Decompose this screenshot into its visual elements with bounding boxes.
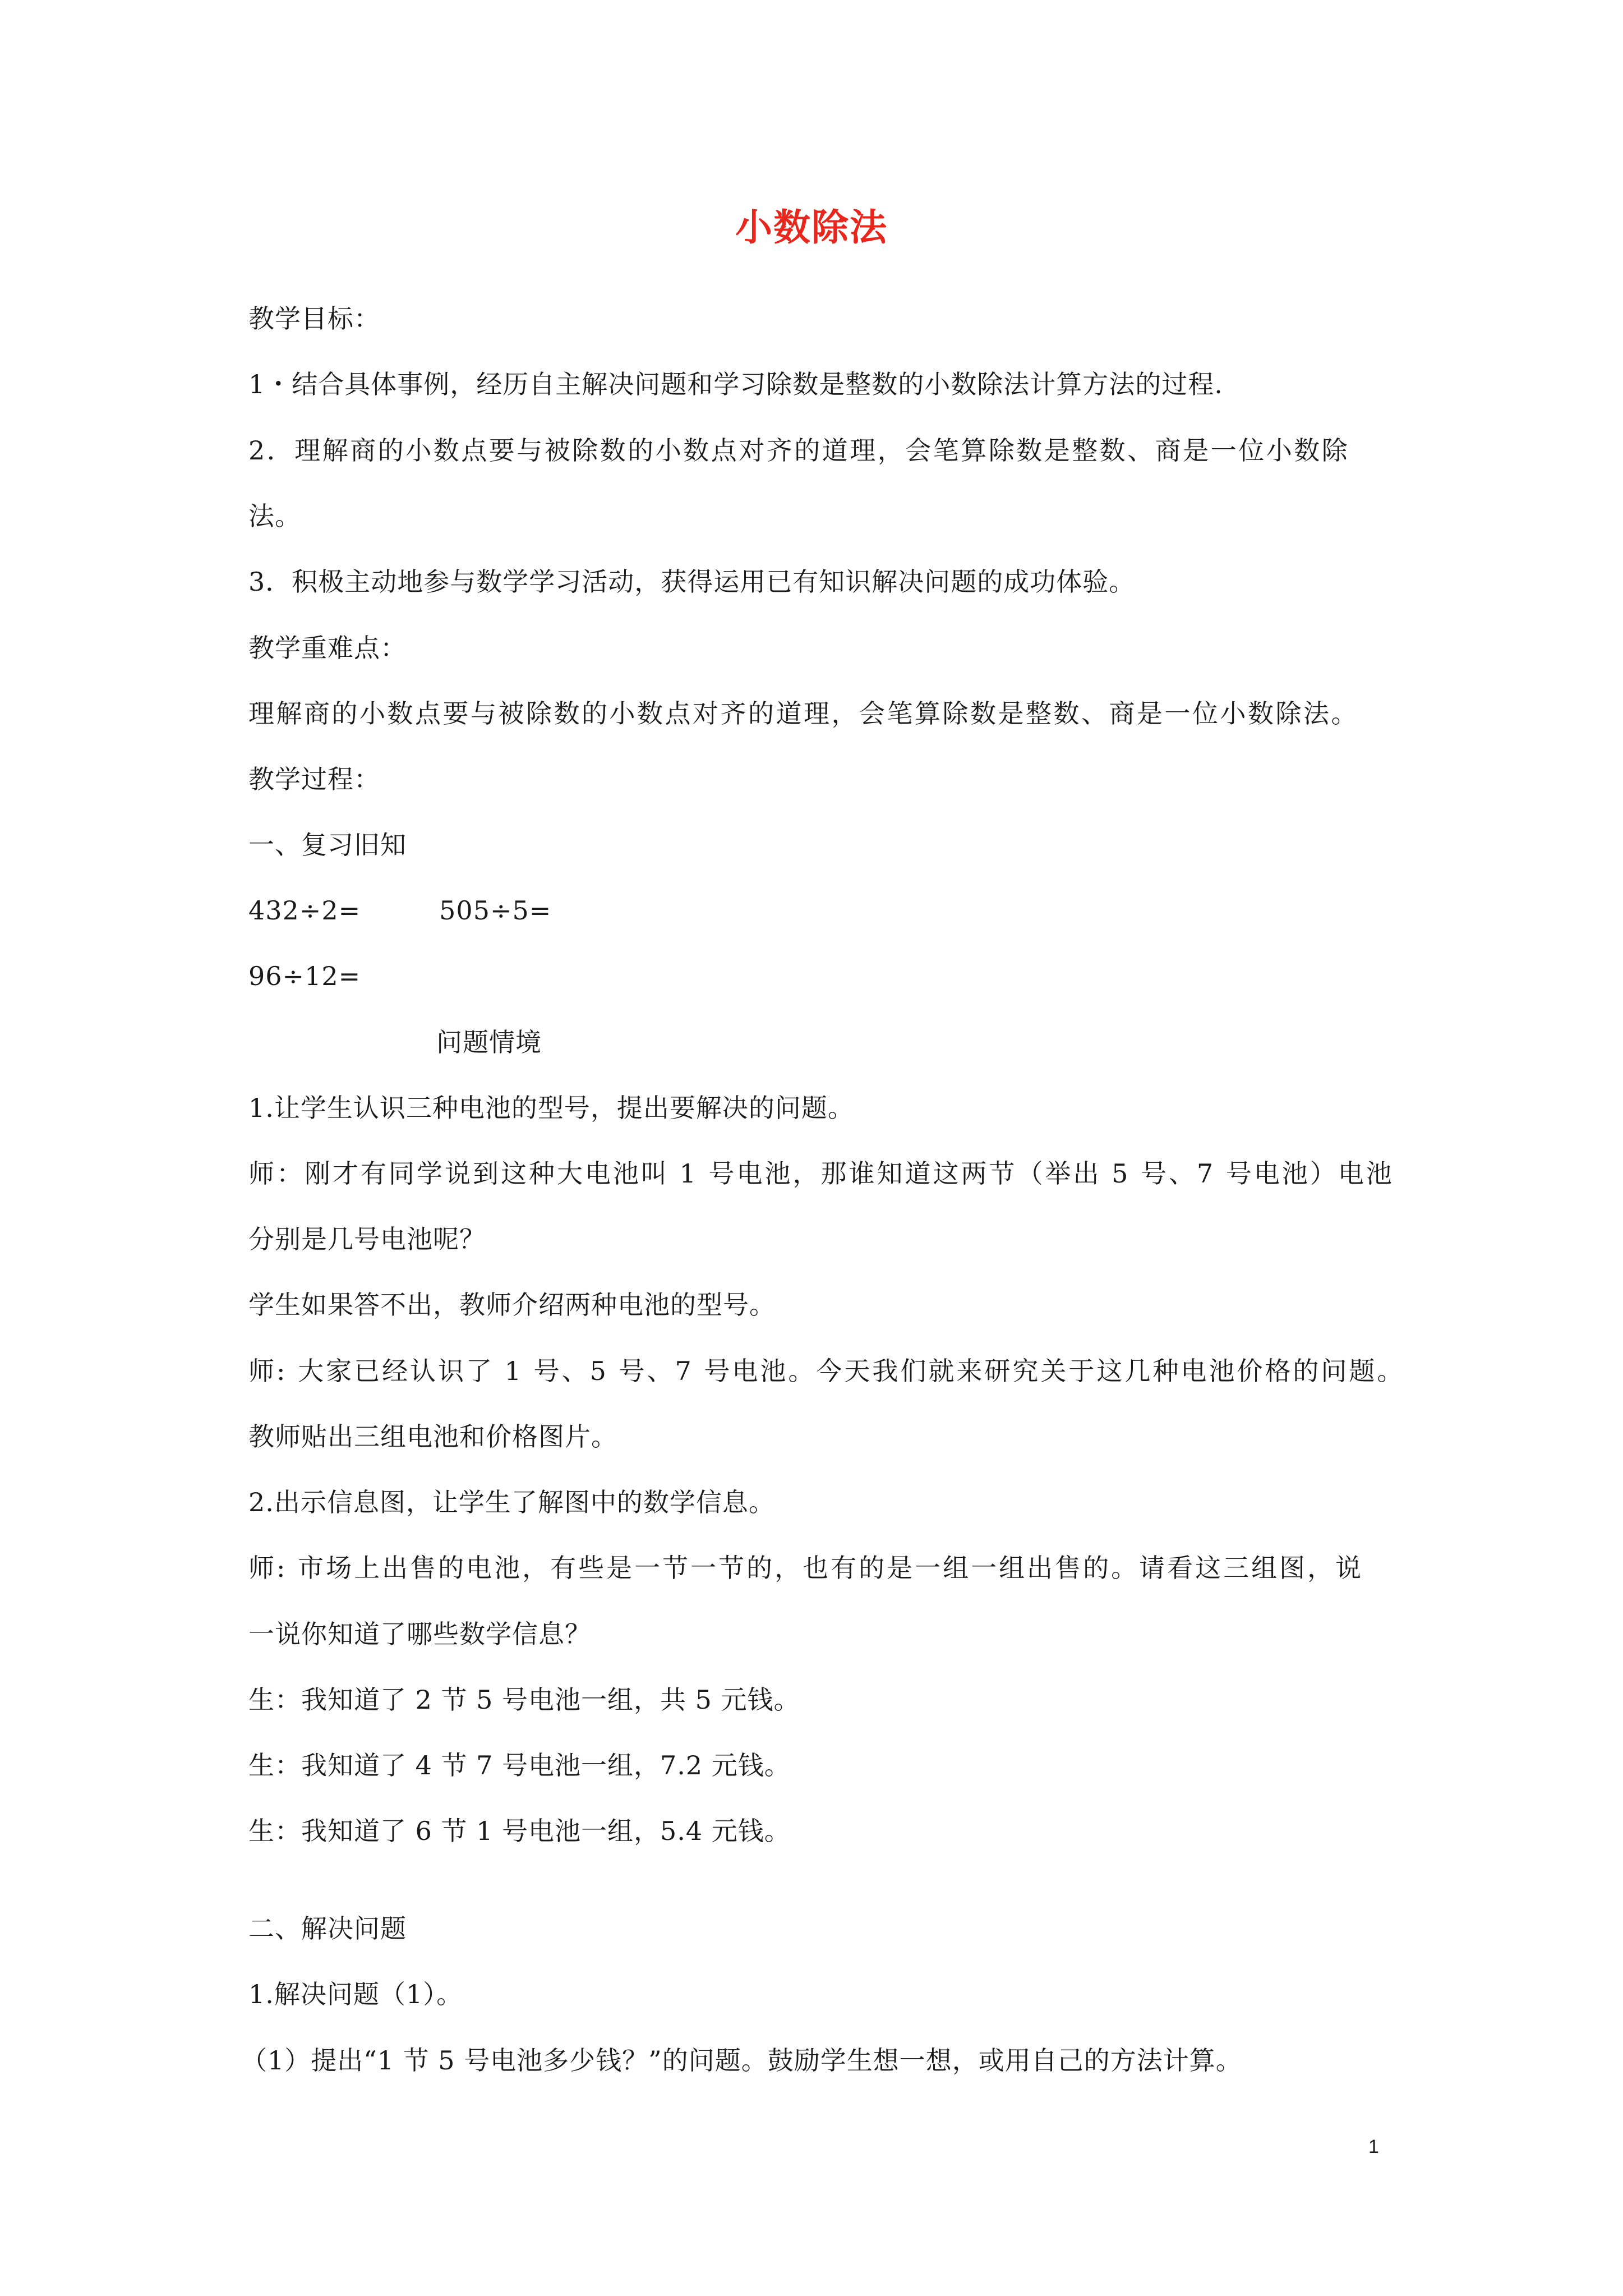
solve-step-1: 1.解决问题（1）。 [248, 1979, 463, 2009]
teacher-note-1: 学生如果答不出，教师介绍两种电池的型号。 [248, 1290, 776, 1320]
process-heading: 教学过程： [248, 764, 380, 794]
objectives-heading: 教学目标： [248, 303, 380, 334]
review-calculations-row [248, 895, 552, 926]
situation-step-1: 1.让学生认识三种电池的型号，提出要解决的问题。 [248, 1093, 854, 1123]
review-calc-3: 96÷12= [248, 961, 361, 991]
objective-item-1: 1・结合具体事例，经历自主解决问题和学习除数是整数的小数除法计算方法的过程. [248, 369, 1223, 399]
key-points-heading: 教学重难点： [248, 633, 407, 663]
teacher-note-2: 教师贴出三组电池和价格图片。 [248, 1421, 617, 1452]
student-answer-2: 生：我知道了 4 节 7 号电池一组，7.2 元钱。 [248, 1750, 791, 1780]
review-calc-1: 432÷2= [248, 895, 361, 926]
objective-item-2-line-2: 法。 [248, 501, 301, 531]
key-points-text: 理解商的小数点要与被除数的小数点对齐的道理，会笔算除数是整数、商是一位小数除法。 [248, 698, 1359, 729]
page-title: 小数除法 [735, 205, 888, 249]
teacher-line-3a: 师: 市场上出售的电池，有些是一节一节的，也有的是一组一组出售的。请看这三组图，说 [248, 1553, 1364, 1583]
student-answer-1: 生：我知道了 2 节 5 号电池一组，共 5 元钱。 [248, 1685, 800, 1715]
teacher-line-1b: 分别是几号电池呢？ [248, 1224, 486, 1254]
objective-item-3: 3．积极主动地参与数学学习活动，获得运用已有知识解决问题的成功体验。 [248, 567, 1136, 597]
page-number: 1 [1368, 2136, 1379, 2157]
student-answer-3: 生：我知道了 6 节 1 号电池一组，5.4 元钱。 [248, 1816, 791, 1846]
teacher-line-3b: 一说你知道了哪些数学信息？ [248, 1619, 591, 1649]
teacher-line-1a: 师：刚才有同学说到这种大电池叫 1 号电池，那谁知道这两节（举出 5 号、7 号电池）电池 [248, 1158, 1394, 1189]
teacher-line-2: 师: 大家已经认识了 1 号、5 号、7 号电池。今天我们就来研究关于这几种电池价格的问题。 [248, 1356, 1405, 1386]
solve-sub-1: （1）提出“1 节 5 号电池多少钱？”的问题。鼓励学生想一想，或用自己的方法计算。 [241, 2045, 1242, 2076]
solve-heading: 二、解决问题 [248, 1913, 407, 1944]
situation-heading: 问题情境 [436, 1027, 542, 1057]
situation-step-2: 2.出示信息图，让学生了解图中的数学信息。 [248, 1487, 775, 1517]
review-heading: 一、复习旧知 [248, 830, 407, 860]
objective-item-2-line-1: 2．理解商的小数点要与被除数的小数点对齐的道理，会笔算除数是整数、商是一位小数除 [248, 435, 1350, 466]
review-calc-2: 505÷5= [439, 895, 552, 926]
